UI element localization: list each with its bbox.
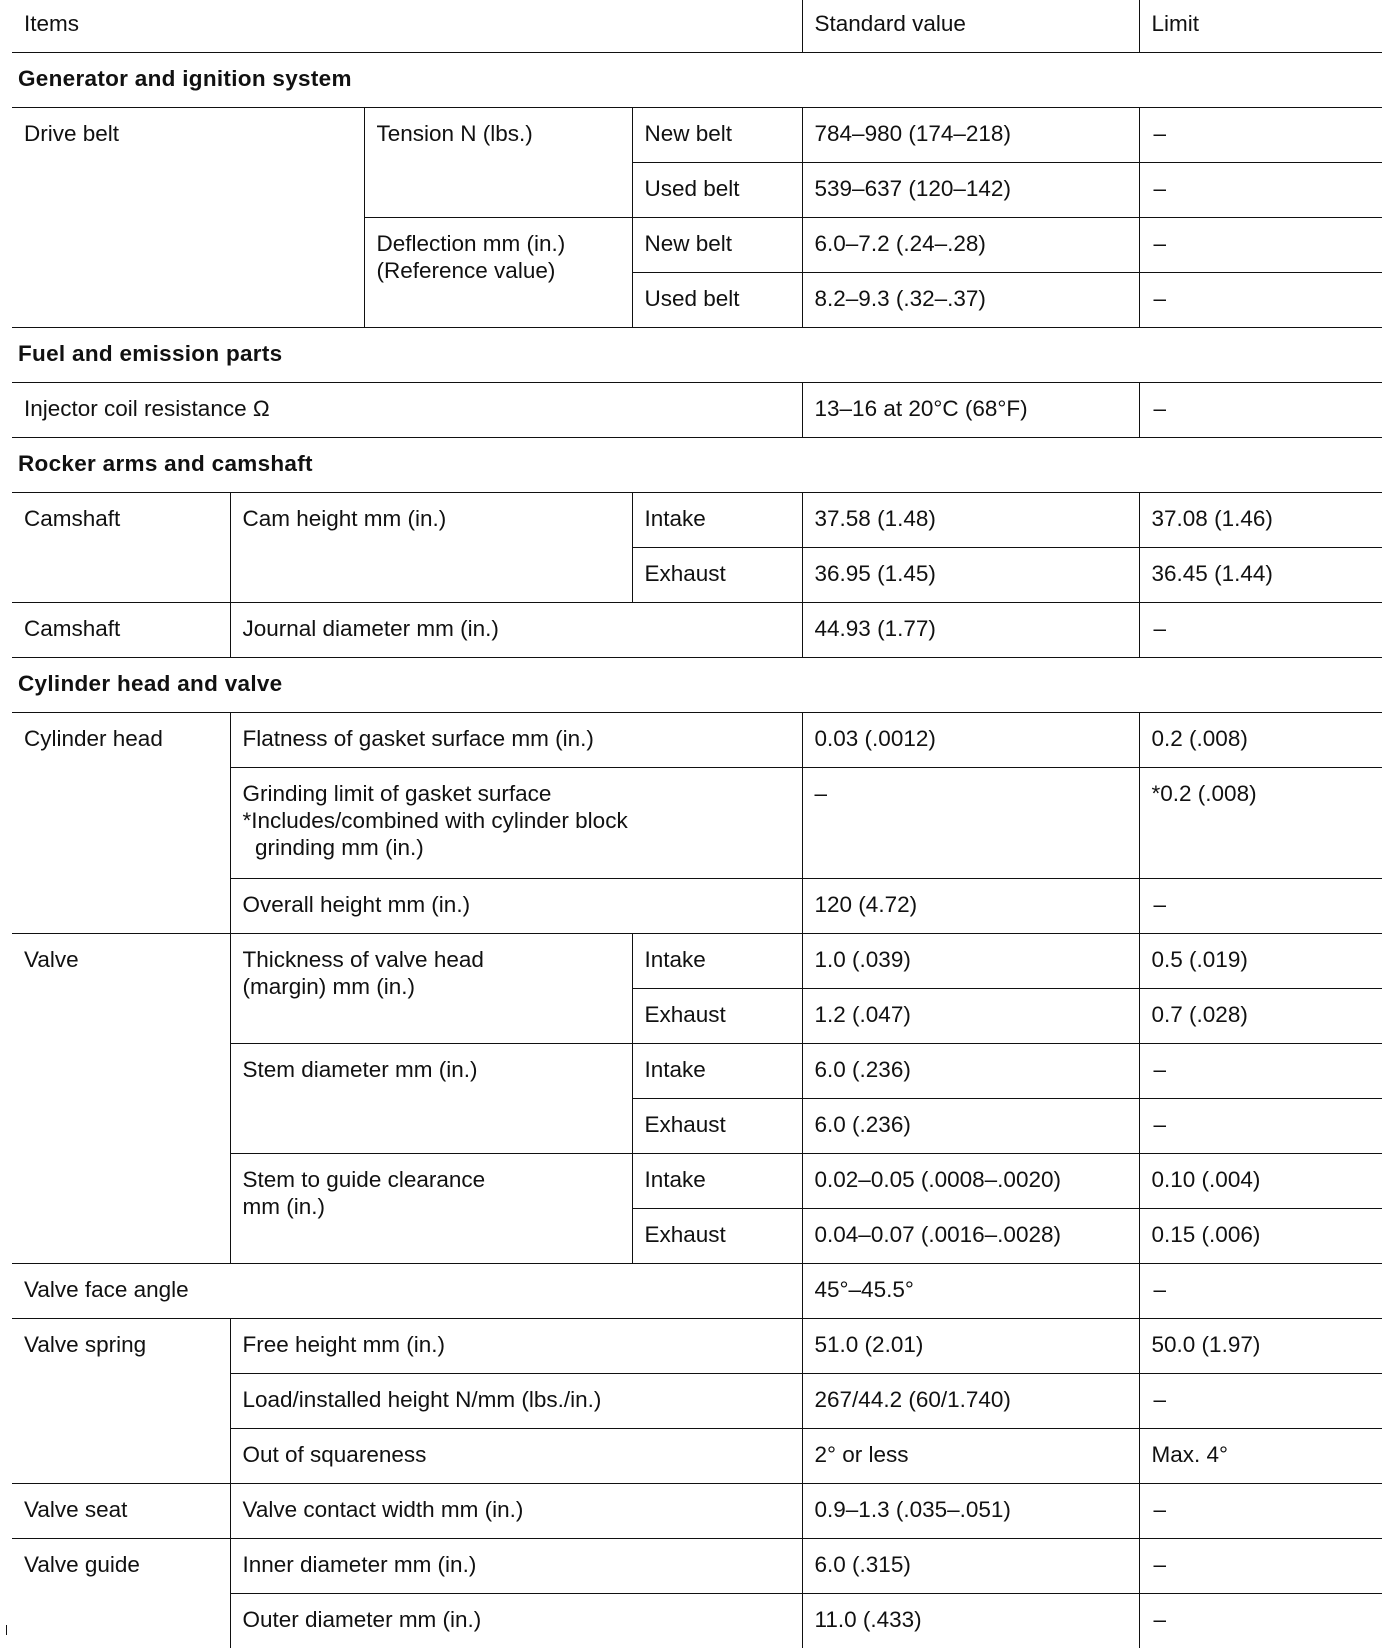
standard-value: 45°–45.5° [802, 1264, 1139, 1319]
table-row [12, 108, 1382, 163]
standard-value: 0.9–1.3 (.035–.051) [802, 1484, 1139, 1539]
standard-value: 36.95 (1.45) [802, 548, 1139, 603]
limit-value: – [1139, 1484, 1382, 1539]
param-contact-width: Valve contact width mm (in.) [230, 1484, 802, 1539]
sub-item: Exhaust [632, 989, 802, 1044]
sub-item: Intake [632, 1154, 802, 1209]
section-generator [12, 53, 1382, 108]
standard-value: 13–16 at 20°C (68°F) [802, 383, 1139, 438]
standard-value: – [802, 768, 1139, 879]
standard-value: 6.0 (.236) [802, 1044, 1139, 1099]
table-row [12, 383, 1382, 438]
param-valve-head-thickness: Thickness of valve head (margin) mm (in.) [230, 934, 632, 1044]
sub-item: Exhaust [632, 548, 802, 603]
sub-item: New belt [632, 218, 802, 273]
limit-value: 36.45 (1.44) [1139, 548, 1382, 603]
section-title: Cylinder head and valve [12, 658, 1382, 713]
standard-value: 6.0 (.315) [802, 1539, 1139, 1594]
item-valve-seat: Valve seat [12, 1484, 230, 1539]
limit-value: – [1139, 603, 1382, 658]
limit-value: 50.0 (1.97) [1139, 1319, 1382, 1374]
table-row [12, 1484, 1382, 1539]
param-inner-diameter: Inner diameter mm (in.) [230, 1539, 802, 1594]
margin-mark [6, 1625, 7, 1635]
param-flatness: Flatness of gasket surface mm (in.) [230, 713, 802, 768]
header-limit: Limit [1139, 0, 1382, 53]
section-cylinder [12, 658, 1382, 713]
standard-value: 539–637 (120–142) [802, 163, 1139, 218]
limit-value: – [1139, 1099, 1382, 1154]
standard-value: 120 (4.72) [802, 879, 1139, 934]
param-stem-guide-clearance: Stem to guide clearance mm (in.) [230, 1154, 632, 1264]
standard-value: 2° or less [802, 1429, 1139, 1484]
standard-value: 44.93 (1.77) [802, 603, 1139, 658]
standard-value: 6.0–7.2 (.24–.28) [802, 218, 1139, 273]
limit-value: 37.08 (1.46) [1139, 493, 1382, 548]
limit-value: 0.2 (.008) [1139, 713, 1382, 768]
limit-value: 0.5 (.019) [1139, 934, 1382, 989]
standard-value: 0.03 (.0012) [802, 713, 1139, 768]
item-cylinder-head: Cylinder head [12, 713, 230, 934]
sub-item: Intake [632, 934, 802, 989]
table-row [12, 713, 1382, 768]
limit-value: – [1139, 1044, 1382, 1099]
standard-value: 0.04–0.07 (.0016–.0028) [802, 1209, 1139, 1264]
limit-value: – [1139, 108, 1382, 163]
limit-value: 0.10 (.004) [1139, 1154, 1382, 1209]
sub-item: Intake [632, 493, 802, 548]
item-camshaft: Camshaft [12, 493, 230, 603]
table-row [12, 603, 1382, 658]
spec-sheet [12, 0, 1382, 1648]
param-free-height: Free height mm (in.) [230, 1319, 802, 1374]
param-journal-diameter: Journal diameter mm (in.) [230, 603, 802, 658]
item-drive-belt: Drive belt [12, 108, 364, 328]
section-title: Fuel and emission parts [12, 328, 1382, 383]
sub-item: New belt [632, 108, 802, 163]
param-out-of-squareness: Out of squareness [230, 1429, 802, 1484]
item-valve-guide: Valve guide [12, 1539, 230, 1648]
table-row [12, 1264, 1382, 1319]
limit-value: 0.15 (.006) [1139, 1209, 1382, 1264]
table-header [12, 0, 1382, 53]
param-load-installed-height: Load/installed height N/mm (lbs./in.) [230, 1374, 802, 1429]
standard-value: 267/44.2 (60/1.740) [802, 1374, 1139, 1429]
item-valve-spring: Valve spring [12, 1319, 230, 1484]
table-row [12, 493, 1382, 548]
standard-value: 784–980 (174–218) [802, 108, 1139, 163]
section-rocker [12, 438, 1382, 493]
item-valve-face-angle: Valve face angle [12, 1264, 802, 1319]
standard-value: 6.0 (.236) [802, 1099, 1139, 1154]
limit-value: Max. 4° [1139, 1429, 1382, 1484]
limit-value: – [1139, 1594, 1382, 1648]
table-row [12, 1319, 1382, 1374]
param-grinding-limit: Grinding limit of gasket surface *Includes/combined with cylinder block grinding mm (in.) [230, 768, 802, 879]
limit-value: – [1139, 879, 1382, 934]
sub-item: Intake [632, 1044, 802, 1099]
header-standard-value: Standard value [802, 0, 1139, 53]
param-outer-diameter: Outer diameter mm (in.) [230, 1594, 802, 1648]
param-overall-height: Overall height mm (in.) [230, 879, 802, 934]
standard-value: 51.0 (2.01) [802, 1319, 1139, 1374]
sub-item: Used belt [632, 163, 802, 218]
param-cam-height: Cam height mm (in.) [230, 493, 632, 603]
standard-value: 1.0 (.039) [802, 934, 1139, 989]
param-deflection: Deflection mm (in.) (Reference value) [364, 218, 632, 328]
standard-value: 0.02–0.05 (.0008–.0020) [802, 1154, 1139, 1209]
sub-item: Exhaust [632, 1099, 802, 1154]
table-row [12, 1539, 1382, 1594]
limit-value: – [1139, 1374, 1382, 1429]
table-row [12, 934, 1382, 989]
item-injector: Injector coil resistance Ω [12, 383, 802, 438]
limit-value: *0.2 (.008) [1139, 768, 1382, 879]
limit-value: – [1139, 218, 1382, 273]
sub-item: Used belt [632, 273, 802, 328]
standard-value: 1.2 (.047) [802, 989, 1139, 1044]
standard-value: 8.2–9.3 (.32–.37) [802, 273, 1139, 328]
sub-item: Exhaust [632, 1209, 802, 1264]
limit-value: – [1139, 163, 1382, 218]
section-title: Generator and ignition system [12, 53, 1382, 108]
item-camshaft: Camshaft [12, 603, 230, 658]
standard-value: 11.0 (.433) [802, 1594, 1139, 1648]
limit-value: – [1139, 1264, 1382, 1319]
param-stem-diameter: Stem diameter mm (in.) [230, 1044, 632, 1154]
standard-value: 37.58 (1.48) [802, 493, 1139, 548]
specification-table [12, 0, 1382, 1648]
limit-value: – [1139, 1539, 1382, 1594]
limit-value: 0.7 (.028) [1139, 989, 1382, 1044]
limit-value: – [1139, 273, 1382, 328]
limit-value: – [1139, 383, 1382, 438]
section-fuel [12, 328, 1382, 383]
header-items: Items [12, 0, 802, 53]
param-tension: Tension N (lbs.) [364, 108, 632, 218]
item-valve: Valve [12, 934, 230, 1264]
section-title: Rocker arms and camshaft [12, 438, 1382, 493]
